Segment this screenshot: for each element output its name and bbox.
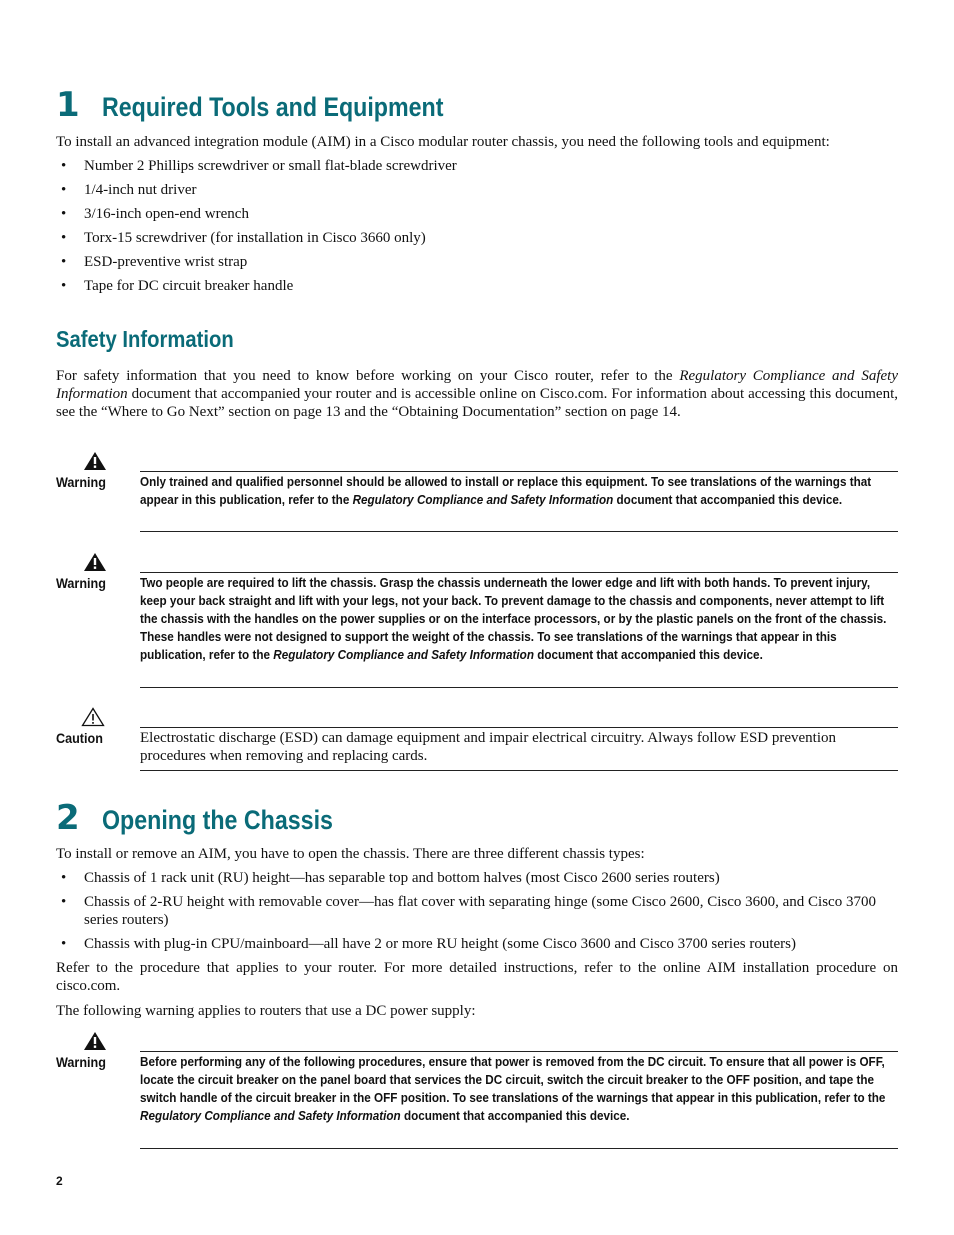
list-item: • Number 2 Phillips screwdriver or small flat-blade screwdriver bbox=[56, 157, 457, 175]
subsection-title: Safety Information bbox=[56, 326, 234, 352]
warning-icon bbox=[83, 552, 107, 572]
dc-warning-intro: The following warning applies to routers that use a DC power supply: bbox=[56, 1003, 476, 1019]
tools-list bbox=[56, 157, 457, 295]
section-intro: To install an advanced integration module (AIM) in a Cisco modular router chassis, you need the following tools and equipment: bbox=[56, 134, 830, 150]
chassis-types-list bbox=[56, 869, 898, 953]
list-item: • Tape for DC circuit breaker handle bbox=[56, 277, 457, 295]
warning-label: Warning bbox=[56, 1054, 106, 1070]
doc-title-reference: Regulatory Compliance and Safety Information bbox=[56, 368, 898, 402]
list-item: • Chassis of 1 rack unit (RU) height—has separable top and bottom halves (most Cisco 2600 series routers) bbox=[56, 869, 898, 887]
list-item: • Torx-15 screwdriver (for installation in Cisco 3660 only) bbox=[56, 229, 457, 247]
caution-text: Electrostatic discharge (ESD) can damage equipment and impair electrical circuitry. Always follow ESD prevention procedures when removing and replacing cards. bbox=[140, 730, 837, 764]
warning-box bbox=[140, 572, 898, 688]
warning-label: Warning bbox=[56, 575, 106, 591]
warning-text: Two people are required to lift the chassis. Grasp the chassis underneath the lower edge and lift with both hands. To prevent injury, keep your back straight and lift with your legs, not your back. To prevent damage to the chassis and components, never attempt to lift the chassis with the handles on the power supplies or on the interface processors, or by the plastic panels on the front of the chassis. These handles were not designed to support the weight of the chassis. To see translations of the warnings that appear in this publication, refer to the Regulatory Compliance and Safety Information document that accompanied this device. bbox=[140, 575, 887, 662]
section-intro: To install or remove an AIM, you have to open the chassis. There are three different chassis types: bbox=[56, 846, 645, 862]
warning-box bbox=[140, 1051, 898, 1149]
warning-label: Warning bbox=[56, 474, 106, 490]
safety-paragraph: For safety information that you need to know before working on your Cisco router, refer to the Regulatory Compliance and Safety Information document that accompanied your router and is accessible online on Cisco.com. For information about accessing this document, see the “Where to Go Next” section on page 13 and the “Obtaining Documentation” section on page 14. bbox=[56, 368, 898, 420]
page-number: 2 bbox=[56, 1174, 63, 1188]
section-number: 2 bbox=[56, 798, 80, 838]
warning-icon bbox=[83, 1031, 107, 1051]
list-item: • ESD-preventive wrist strap bbox=[56, 253, 457, 271]
list-item: • Chassis with plug-in CPU/mainboard—all have 2 or more RU height (some Cisco 3600 and Cisco 3700 series routers) bbox=[56, 935, 898, 953]
section-title: Required Tools and Equipment bbox=[102, 92, 444, 122]
warning-text: Before performing any of the following procedures, ensure that power is removed from the DC circuit. To ensure that all power is OFF, locate the circuit breaker on the panel board that services the DC circuit, switch the circuit breaker to the OFF position, and tape the switch handle of the circuit breaker in the OFF position. To see translations of the warnings that appear in this publication, refer to the Regulatory Compliance and Safety Information document that accompanied this device. bbox=[140, 1054, 886, 1123]
procedure-paragraph: Refer to the procedure that applies to your router. For more detailed instructions, refer to the online AIM installation procedure on cisco.com. bbox=[56, 960, 898, 994]
warning-box bbox=[140, 471, 898, 532]
caution-box bbox=[140, 727, 898, 771]
caution-label: Caution bbox=[56, 730, 103, 746]
list-item: • Chassis of 2-RU height with removable cover—has flat cover with separating hinge (some Cisco 2600, Cisco 3600, and Cisco 3700 series routers) bbox=[56, 893, 898, 929]
warning-icon bbox=[83, 451, 107, 471]
list-item: • 3/16-inch open-end wrench bbox=[56, 205, 457, 223]
caution-icon bbox=[81, 707, 105, 727]
section-number: 1 bbox=[56, 85, 80, 125]
section-title: Opening the Chassis bbox=[102, 805, 333, 835]
list-item: • 1/4-inch nut driver bbox=[56, 181, 457, 199]
warning-text: Only trained and qualified personnel should be allowed to install or replace this equipment. To see translations of the warnings that appear in this publication, refer to the Regulatory Compliance and Safety Information document that accompanied this device. bbox=[140, 474, 872, 507]
